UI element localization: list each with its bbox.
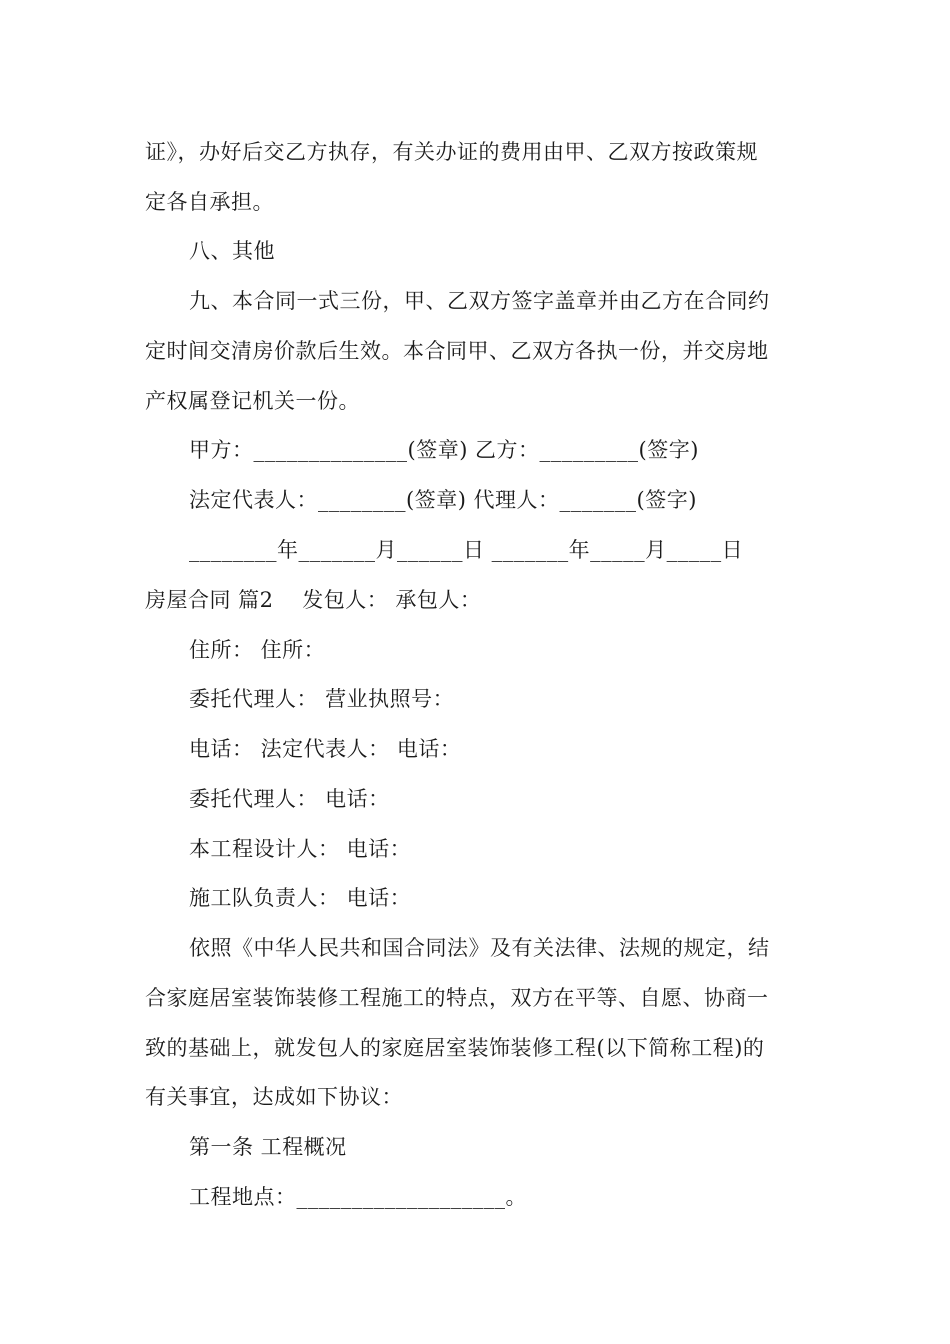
text-line: 九、本合同一式三份，甲、乙双方签字盖章并由乙方在合同约 [189,289,770,313]
text-line: 委托代理人： 营业执照号： [189,687,455,711]
contract-title-line: 房屋合同 篇2 发包人： 承包人： [145,588,482,612]
text-line: 电话： 法定代表人： 电话： [189,737,462,761]
text-line: 定各自承担。 [145,190,274,214]
text-line: 定时间交清房价款后生效。本合同甲、乙双方各执一份，并交房地 [145,339,769,363]
text-line: 致的基础上，就发包人的家庭居室装饰装修工程(以下简称工程)的 [145,1036,765,1060]
text-line: 本工程设计人： 电话： [189,837,412,861]
signature-party-line: 甲方：______________(签章) 乙方：_________(签字) [189,438,699,462]
text-line: 产权属登记机关一份。 [145,389,360,413]
text-line: 委托代理人： 电话： [189,787,390,811]
signature-date-line: ________年_______月______日 _______年_____月_____日 [189,538,744,562]
text-line: 住所： 住所： [189,638,326,662]
text-line: 工程地点：___________________。 [189,1185,527,1209]
text-line: 施工队负责人： 电话： [189,886,412,910]
text-line: 证》，办好后交乙方执存，有关办证的费用由甲、乙双方按政策规 [145,140,758,164]
article-heading: 第一条 工程概况 [189,1135,347,1159]
text-line: 依照《中华人民共和国合同法》及有关法律、法规的规定，结 [189,936,770,960]
text-line: 有关事宜，达成如下协议： [145,1085,403,1109]
text-line: 合家庭居室装饰装修工程施工的特点，双方在平等、自愿、协商一 [145,986,769,1010]
section-heading-other: 八、其他 [189,239,275,263]
signature-representative-line: 法定代表人：________(签章) 代理人：_______(签字) [189,488,697,512]
